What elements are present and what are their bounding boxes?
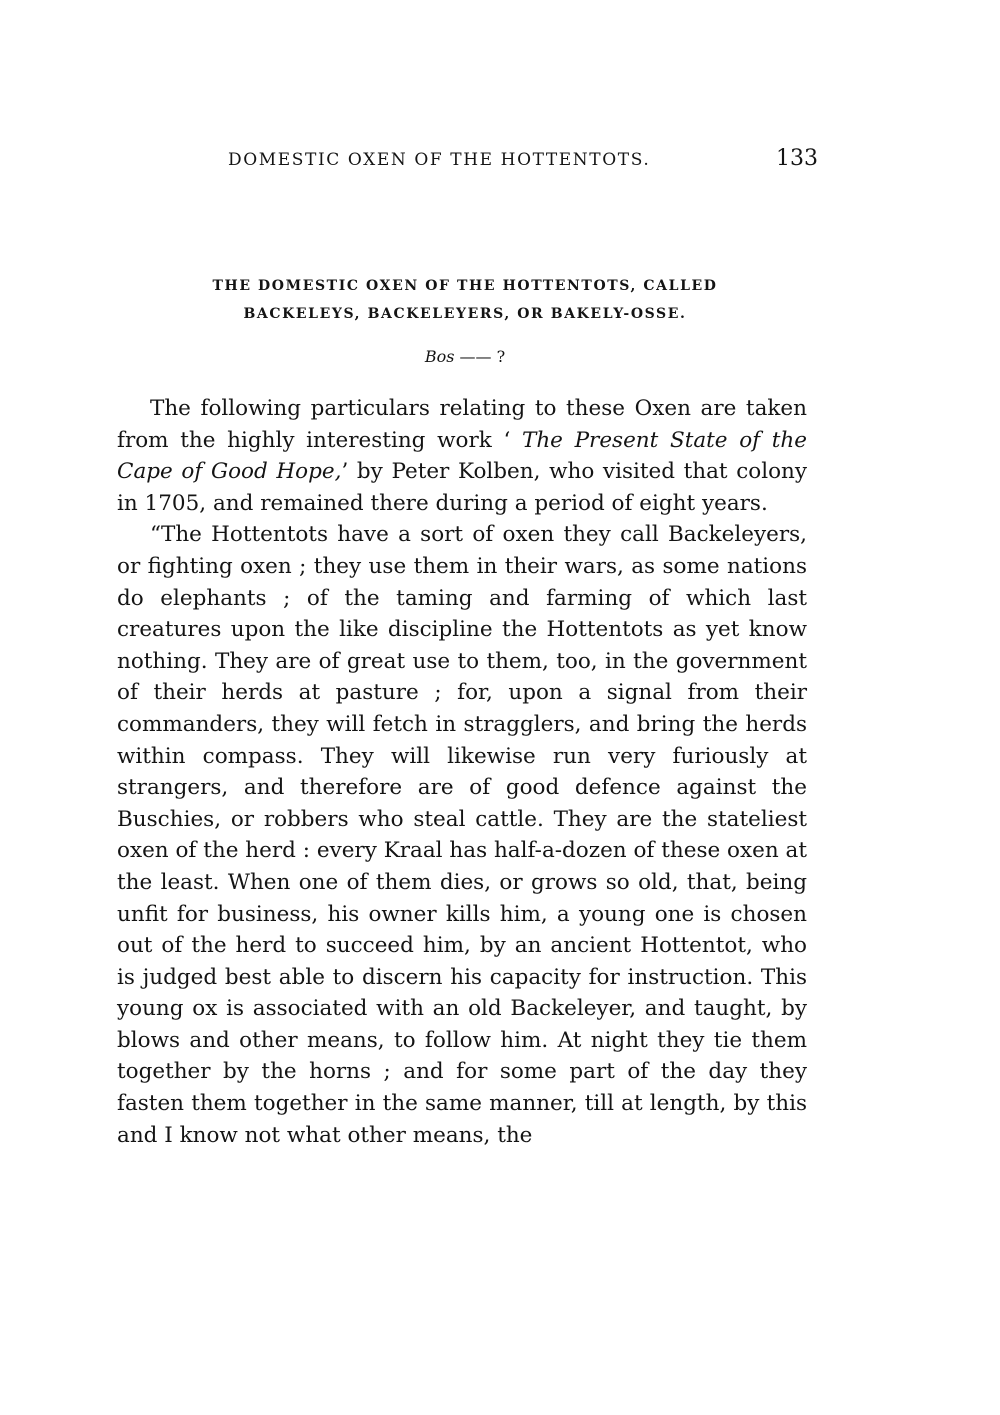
taxon-line	[120, 347, 810, 366]
paragraph-quotation: “The Hottentots have a sort of oxen they call Backeleyers, or fighting oxen ; they use them in their wars, as some nations do elephants ; of the taming and farming of which last creatures upon the like discipline the Hottentots as yet know nothing. They are of great use to them, too, in the government of their herds at pasture ; for, upon a signal from their commanders, they will fetch in stragglers, and bring the herds within compass. They will likewise run very furiously at strangers, and therefore are of good defence against the Buschies, or robbers who steal cattle. They are the stateliest oxen of the herd : every Kraal has half-a-dozen of these oxen at the least. When one of them dies, or grows so old, that, being unfit for business, his owner kills him, a young one is chosen out of the herd to succeed him, by an ancient Hottentot, who is judged best able to discern his capacity for instruction. This young ox is associated with an old Backeleyer, and taught, by blows and other means, to follow him. At night they tie them together by the horns ; and for some part of the day they fasten them together in the same manner, till at length, by this and I know not what other means, the	[117, 522, 807, 1148]
section-heading-line-1: THE DOMESTIC OXEN OF THE HOTTENTOTS, CALLED	[212, 278, 718, 294]
section-heading	[120, 272, 810, 328]
taxon-genus: Bos	[424, 347, 455, 366]
body-text	[117, 393, 807, 1151]
running-title: DOMESTIC OXEN OF THE HOTTENTOTS.	[228, 150, 651, 170]
page-number: 133	[776, 146, 818, 171]
book-title: The Present State of the Cape of Good Hope,	[117, 427, 808, 485]
taxon-species-unknown: —— ?	[454, 347, 506, 366]
paragraph-intro-tail: ’ by Peter Kolben, who visited that colony in 1705, and remained there during a period of eight years.	[117, 459, 808, 516]
section-heading-line-2: BACKELEYS, BACKELEYERS, OR BAKELY-OSSE.	[243, 306, 687, 322]
running-head	[228, 146, 818, 176]
paragraph-intro-lead: The following particulars relating to these Oxen are taken from the highly interesting work ‘	[117, 396, 807, 453]
paragraph-intro	[117, 393, 807, 519]
